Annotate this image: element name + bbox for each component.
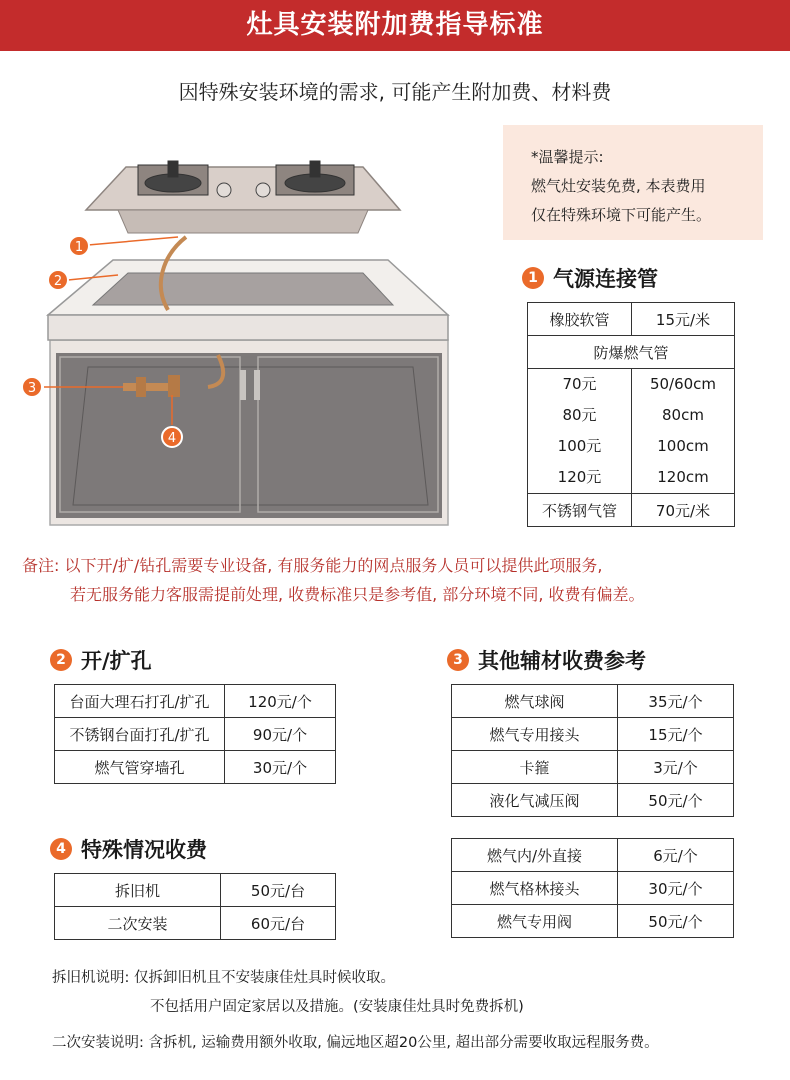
materials-table-1 bbox=[451, 684, 734, 817]
table-row bbox=[55, 685, 336, 718]
table-cell: 50元/台 bbox=[221, 874, 336, 907]
pipe-size: 50/60cm bbox=[649, 375, 717, 393]
section-gas-pipe-heading bbox=[522, 263, 658, 293]
table-cell: 燃气内/外直接 bbox=[452, 839, 618, 872]
note-line-2: 若无服务能力客服需提前处理, 收费标准只是参考值, 部分环境不同, 收费有偏差。 bbox=[70, 585, 645, 604]
marker-4-label: 4 bbox=[167, 431, 177, 446]
table-row bbox=[528, 336, 735, 369]
pipe-size: 100cm bbox=[657, 437, 709, 455]
tip-line-2: 仅在特殊环境下可能产生。 bbox=[531, 206, 712, 224]
table-cell: 3元/个 bbox=[618, 751, 734, 784]
table-cell: 燃气格林接头 bbox=[452, 872, 618, 905]
table-subheader: 防爆燃气管 bbox=[528, 336, 735, 369]
table-cell: 拆旧机 bbox=[55, 874, 221, 907]
table-cell: 燃气专用阀 bbox=[452, 905, 618, 938]
table-cell: 液化气减压阀 bbox=[452, 784, 618, 817]
burner-right bbox=[276, 161, 354, 195]
table-row bbox=[452, 905, 734, 938]
table-cell bbox=[632, 369, 735, 494]
table-cell: 不锈钢气管 bbox=[528, 494, 632, 527]
gas-pipe-table bbox=[527, 302, 735, 527]
pipe-size: 120cm bbox=[657, 468, 709, 486]
table-cell: 15元/米 bbox=[632, 303, 735, 336]
table-cell: 二次安装 bbox=[55, 907, 221, 940]
page-header bbox=[0, 0, 790, 51]
section-special-heading bbox=[50, 834, 207, 864]
tip-line-1: 燃气灶安装免费, 本表费用 bbox=[531, 177, 706, 195]
table-row bbox=[528, 494, 735, 527]
pipe-size: 80cm bbox=[662, 406, 704, 424]
section-materials-heading bbox=[447, 645, 646, 675]
table-cell: 燃气球阀 bbox=[452, 685, 618, 718]
burner-left bbox=[138, 161, 208, 195]
table-cell: 60元/台 bbox=[221, 907, 336, 940]
table-row bbox=[528, 369, 735, 494]
tip-title: *温馨提示: bbox=[531, 148, 604, 166]
pipe-price: 70元 bbox=[562, 375, 597, 393]
section-number-badge: 3 bbox=[447, 649, 469, 671]
table-cell: 6元/个 bbox=[618, 839, 734, 872]
page-subtitle: 因特殊安装环境的需求, 可能产生附加费、材料费 bbox=[178, 80, 612, 104]
tip-box bbox=[503, 125, 763, 240]
table-cell: 35元/个 bbox=[618, 685, 734, 718]
table-cell: 燃气专用接头 bbox=[452, 718, 618, 751]
section-title: 其他辅材收费参考 bbox=[478, 649, 646, 673]
table-row bbox=[452, 751, 734, 784]
section-title: 开/扩孔 bbox=[81, 649, 152, 673]
table-row bbox=[528, 303, 735, 336]
table-cell: 30元/个 bbox=[225, 751, 336, 784]
stove-cabinet-illustration bbox=[18, 125, 488, 540]
section-title: 特殊情况收费 bbox=[81, 838, 207, 862]
section-number-badge: 1 bbox=[522, 267, 544, 289]
table-row bbox=[55, 907, 336, 940]
table-row bbox=[452, 718, 734, 751]
table-cell: 不锈钢台面打孔/扩孔 bbox=[55, 718, 225, 751]
table-row bbox=[452, 784, 734, 817]
marker-1-label: 1 bbox=[74, 240, 84, 255]
table-row bbox=[452, 839, 734, 872]
table-cell: 90元/个 bbox=[225, 718, 336, 751]
marker-2-label: 2 bbox=[53, 274, 63, 289]
table-cell: 橡胶软管 bbox=[528, 303, 632, 336]
table-row bbox=[452, 685, 734, 718]
special-table bbox=[54, 873, 336, 940]
table-cell: 120元/个 bbox=[225, 685, 336, 718]
table-cell bbox=[528, 369, 632, 494]
table-row bbox=[55, 751, 336, 784]
table-cell: 燃气管穿墙孔 bbox=[55, 751, 225, 784]
section-title: 气源连接管 bbox=[553, 267, 658, 291]
holes-table bbox=[54, 684, 336, 784]
table-cell: 50元/个 bbox=[618, 784, 734, 817]
note-line-1: 备注: 以下开/扩/钻孔需要专业设备, 有服务能力的网点服务人员可以提供此项服务, bbox=[22, 556, 603, 575]
pipe-price: 100元 bbox=[557, 437, 602, 455]
table-row bbox=[55, 718, 336, 751]
table-row bbox=[452, 872, 734, 905]
table-cell: 15元/个 bbox=[618, 718, 734, 751]
section-number-badge: 4 bbox=[50, 838, 72, 860]
table-row bbox=[55, 874, 336, 907]
table-cell: 30元/个 bbox=[618, 872, 734, 905]
section-number-badge: 2 bbox=[50, 649, 72, 671]
table-cell: 卡箍 bbox=[452, 751, 618, 784]
pipe-price: 80元 bbox=[562, 406, 597, 424]
page-title: 灶具安装附加费指导标准 bbox=[246, 10, 544, 40]
section-holes-heading bbox=[50, 645, 152, 675]
table-cell: 台面大理石打孔/扩孔 bbox=[55, 685, 225, 718]
marker-3-label: 3 bbox=[27, 381, 37, 396]
footer-line-1: 拆旧机说明: 仅拆卸旧机且不安装康佳灶具时候收取。 bbox=[52, 970, 395, 986]
table-cell: 50元/个 bbox=[618, 905, 734, 938]
pipe-price: 120元 bbox=[557, 468, 602, 486]
materials-table-2 bbox=[451, 838, 734, 938]
table-cell: 70元/米 bbox=[632, 494, 735, 527]
footer-line-2: 不包括用户固定家居以及措施。(安装康佳灶具时免费拆机) bbox=[150, 999, 524, 1015]
footer-line-3: 二次安装说明: 含拆机, 运输费用额外收取, 偏远地区超20公里, 超出部分需要收取远程服务费。 bbox=[52, 1035, 659, 1051]
